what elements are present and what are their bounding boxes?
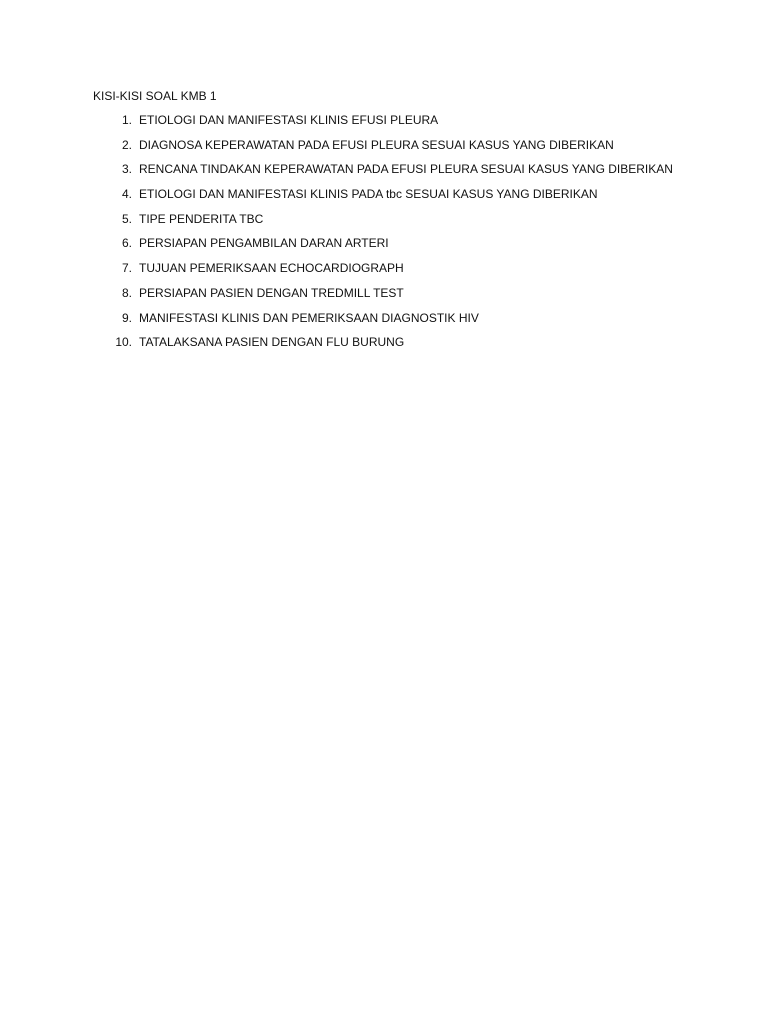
question-list: [0, 112, 768, 359]
list-item-number: 6.: [121, 236, 132, 251]
list-item-text: PERSIAPAN PASIEN DENGAN TREDMILL TEST: [139, 285, 404, 300]
list-item-number: 10.: [115, 335, 132, 350]
list-item-text: ETIOLOGI DAN MANIFESTASI KLINIS PADA tbc SESUAI KASUS YANG DIBERIKAN: [139, 187, 598, 202]
list-item-text: TIPE PENDERITA TBC: [139, 211, 264, 226]
list-item-text: DIAGNOSA KEPERAWATAN PADA EFUSI PLEURA SESUAI KASUS YANG DIBERIKAN: [139, 137, 614, 152]
list-item-number: 5.: [121, 211, 132, 226]
list-item: [0, 260, 768, 285]
list-item: [0, 161, 768, 186]
list-item-number: 9.: [121, 310, 132, 325]
list-item-number: 4.: [121, 187, 132, 202]
list-item-number: 2.: [121, 137, 132, 152]
list-item-number: 7.: [121, 261, 132, 276]
list-item-number: 3.: [121, 162, 132, 177]
list-item-text: RENCANA TINDAKAN KEPERAWATAN PADA EFUSI PLEURA SESUAI KASUS YANG DIBERIKAN: [139, 162, 673, 177]
list-item: [0, 211, 768, 236]
list-item-number: 8.: [121, 285, 132, 300]
list-item: [0, 285, 768, 310]
list-item: [0, 334, 768, 359]
document-title: KISI-KISI SOAL KMB 1: [93, 89, 217, 103]
list-item-text: TATALAKSANA PASIEN DENGAN FLU BURUNG: [139, 335, 405, 350]
list-item-text: MANIFESTASI KLINIS DAN PEMERIKSAAN DIAGNOSTIK HIV: [139, 310, 479, 325]
list-item-text: ETIOLOGI DAN MANIFESTASI KLINIS EFUSI PLEURA: [139, 113, 439, 127]
list-item-text: TUJUAN PEMERIKSAAN ECHOCARDIOGRAPH: [139, 261, 404, 276]
list-item: [0, 310, 768, 335]
list-item: [0, 137, 768, 162]
list-item: [0, 186, 768, 211]
list-item: [0, 112, 768, 137]
list-item-number: 1.: [121, 113, 132, 127]
list-item-text: PERSIAPAN PENGAMBILAN DARAN ARTERI: [139, 236, 389, 251]
list-item: [0, 235, 768, 260]
